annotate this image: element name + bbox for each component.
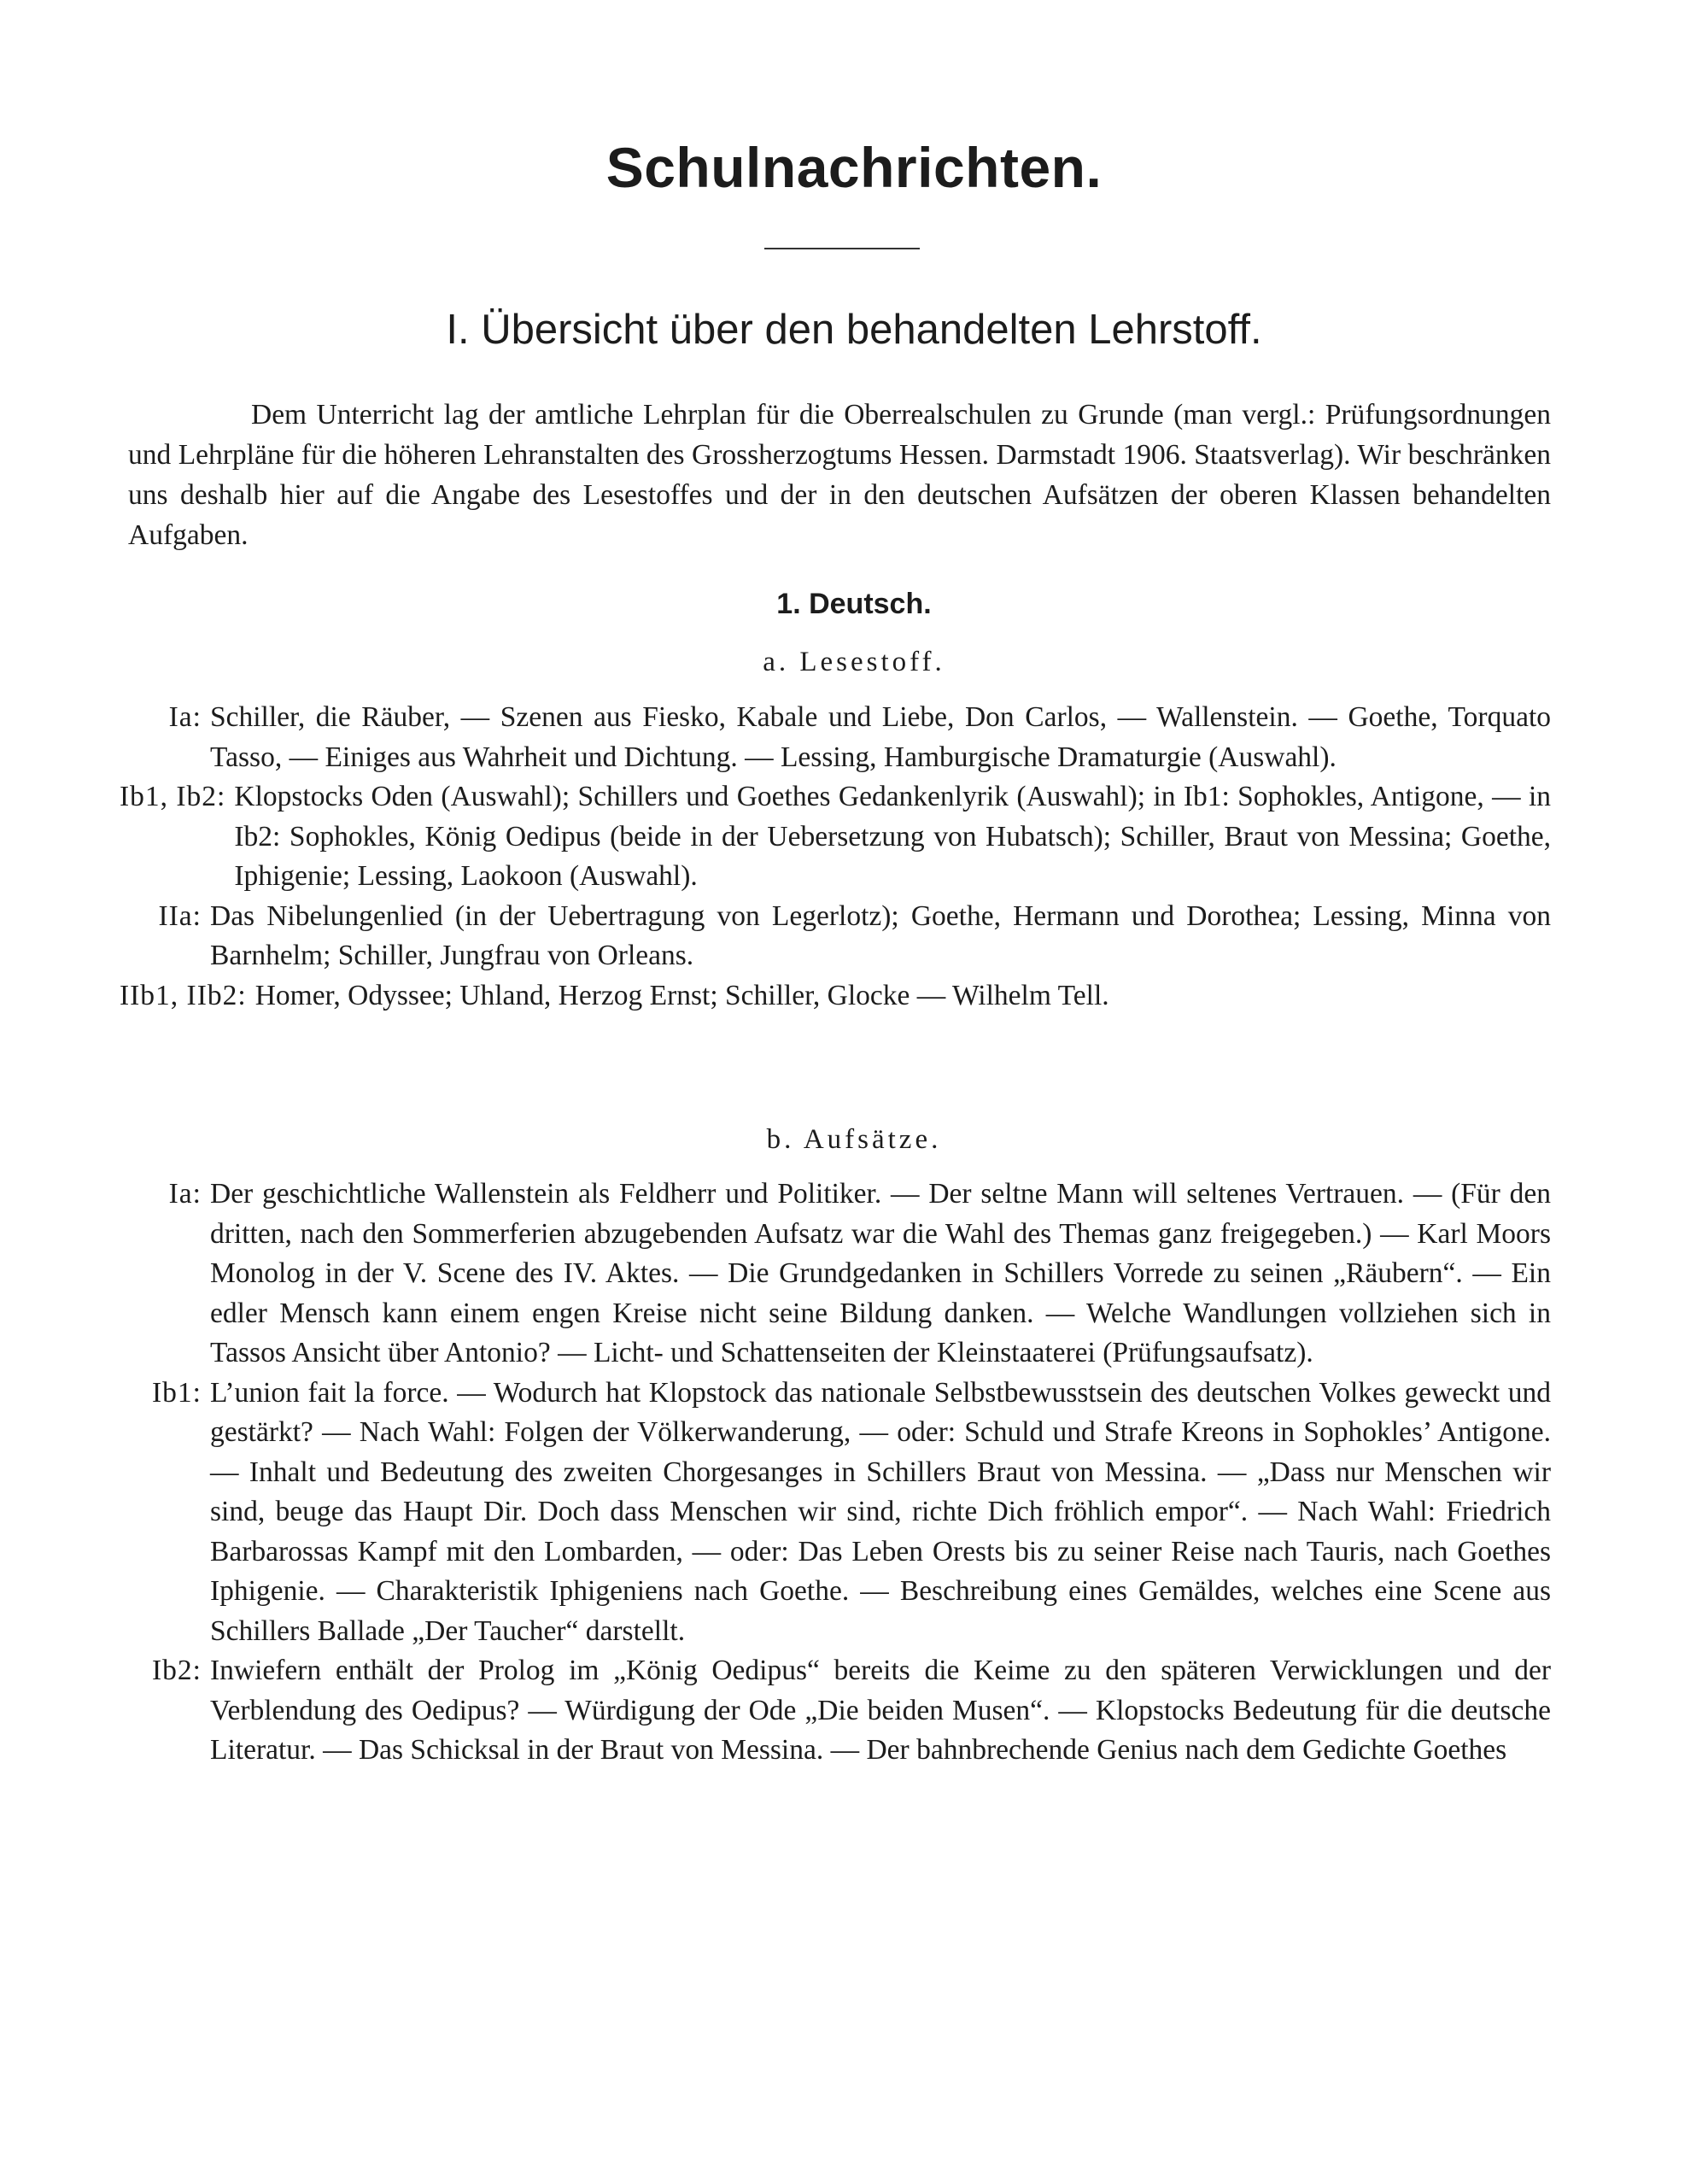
reading-list xyxy=(120,698,1551,1016)
entry-text: Klopstocks Oden (Auswahl); Schillers und Goethes Gedankenlyrik (Auswahl); in Ib1: Sophokles, Antigone, — in Ib2: Sophokles, König Oedipus (beide in der Uebersetzung von Hubatsch); Schiller, Braut von Messina; Goethe, Iphigenie; Lessing, Laokoon (Auswahl). xyxy=(234,781,1551,892)
reading-entry xyxy=(120,698,1551,777)
class-label: Ia: xyxy=(168,701,202,733)
subject-heading: 1. Deutsch. xyxy=(776,588,932,620)
class-label: Ib1: xyxy=(152,1376,202,1409)
entry-text: Das Nibelungenlied (in der Uebertragung von Legerlotz); Goethe, Hermann und Dorothea; Lessing, Minna von Barnhelm; Schiller, Jungfrau von Orleans. xyxy=(210,899,1551,971)
entry-text: L’union fait la force. — Wodurch hat Klopstock das nationale Selbstbewusstsein des deutschen Volkes geweckt und gestärkt? — Nach Wahl: Folgen der Völkerwanderung, — oder: Schuld und Strafe Kreons in Sophokles’ Antigone. — Inhalt und Bedeutung des zweiten Chorgesanges in Schillers Braut von Messina. — „Dass nur Menschen wir sind, beuge das Haupt Dir. Doch dass Menschen wir sind, richte Dich fröhlich empor“. — Nach Wahl: Friedrich Barbarossas Kampf mit den Lombarden, — oder: Das Leben Orests bis zu seiner Reise nach Tauris, nach Goethes Iphigenie. — Charakteristik Iphigeniens nach Goethe. — Beschreibung eines Gemäldes, welches eine Scene aus Schillers Ballade „Der Taucher“ darstellt. xyxy=(210,1376,1551,1647)
class-label: IIa: xyxy=(158,899,202,932)
entry-text: Schiller, die Räuber, — Szenen aus Fiesko, Kabale und Liebe, Don Carlos, — Wallenstein. — Goethe, Torquato Tasso, — Einiges aus Wahrheit und Dichtung. — Lessing, Hamburgische Dramaturgie (Auswahl). xyxy=(210,701,1551,773)
entry-text: Homer, Odyssee; Uhland, Herzog Ernst; Schiller, Glocke — Wilhelm Tell. xyxy=(254,979,1109,1011)
essays-list xyxy=(120,1175,1551,1771)
reading-entry xyxy=(120,897,1551,976)
entry-text: Der geschichtliche Wallenstein als Feldherr und Politiker. — Der seltne Mann will seltenes Vertrauen. — (Für den dritten, nach den Sommerferien abzugebenden Aufsatz war die Wahl des Themas ganz freigegeben.) — Karl Moors Monolog in der V. Scene des IV. Aktes. — Die Grundgedanken in Schillers Vorrede zu seinen „Räubern“. — Ein edler Mensch kann einem engen Kreise nicht seine Bildung danken. — Welche Wandlungen vollziehen sich in Tassos Ansicht über Antonio? — Licht- und Schattenseiten der Kleinstaaterei (Prüfungsaufsatz). xyxy=(210,1178,1551,1368)
essay-entry xyxy=(120,1651,1551,1771)
class-label: IIb1, IIb2: xyxy=(120,979,247,1011)
section-heading: I. Übersicht über den behandelten Lehrstoff. xyxy=(446,307,1262,353)
reading-heading: a. Lesestoff. xyxy=(763,647,945,677)
essays-heading: b. Aufsätze. xyxy=(766,1124,942,1155)
reading-entry xyxy=(120,777,1551,897)
title-divider xyxy=(764,248,920,249)
essay-entry xyxy=(120,1374,1551,1652)
reading-entry xyxy=(120,976,1551,1017)
class-label: Ia: xyxy=(168,1178,202,1210)
class-label: Ib1, Ib2: xyxy=(120,781,226,812)
class-label: Ib2: xyxy=(152,1655,202,1686)
entry-text: Inwiefern enthält der Prolog im „König Oedipus“ bereits die Keime zu den späteren Verwicklungen und der Verblendung des Oedipus? — Würdigung der Ode „Die beiden Musen“. — Klopstocks Bedeutung für die deutsche Literatur. — Das Schicksal in der Braut von Messina. — Der bahnbrechende Genius nach dem Gedichte Goethes xyxy=(210,1655,1551,1766)
page-title: Schulnachrichten. xyxy=(605,136,1103,199)
essay-entry xyxy=(120,1175,1551,1374)
intro-paragraph: Dem Unterricht lag der amtliche Lehrplan für die Oberrealschulen zu Grunde (man vergl.: Prüfungsordnungen und Lehrpläne für die höheren Lehranstalten des Grossherzogtums Hessen. Darmstadt 1906. Staatsverlag). Wir beschränken uns deshalb hier auf die Angabe des Lesestoffes und der in den deutschen Aufsätzen der oberen Klassen behandelten Aufgaben. xyxy=(128,399,1551,551)
